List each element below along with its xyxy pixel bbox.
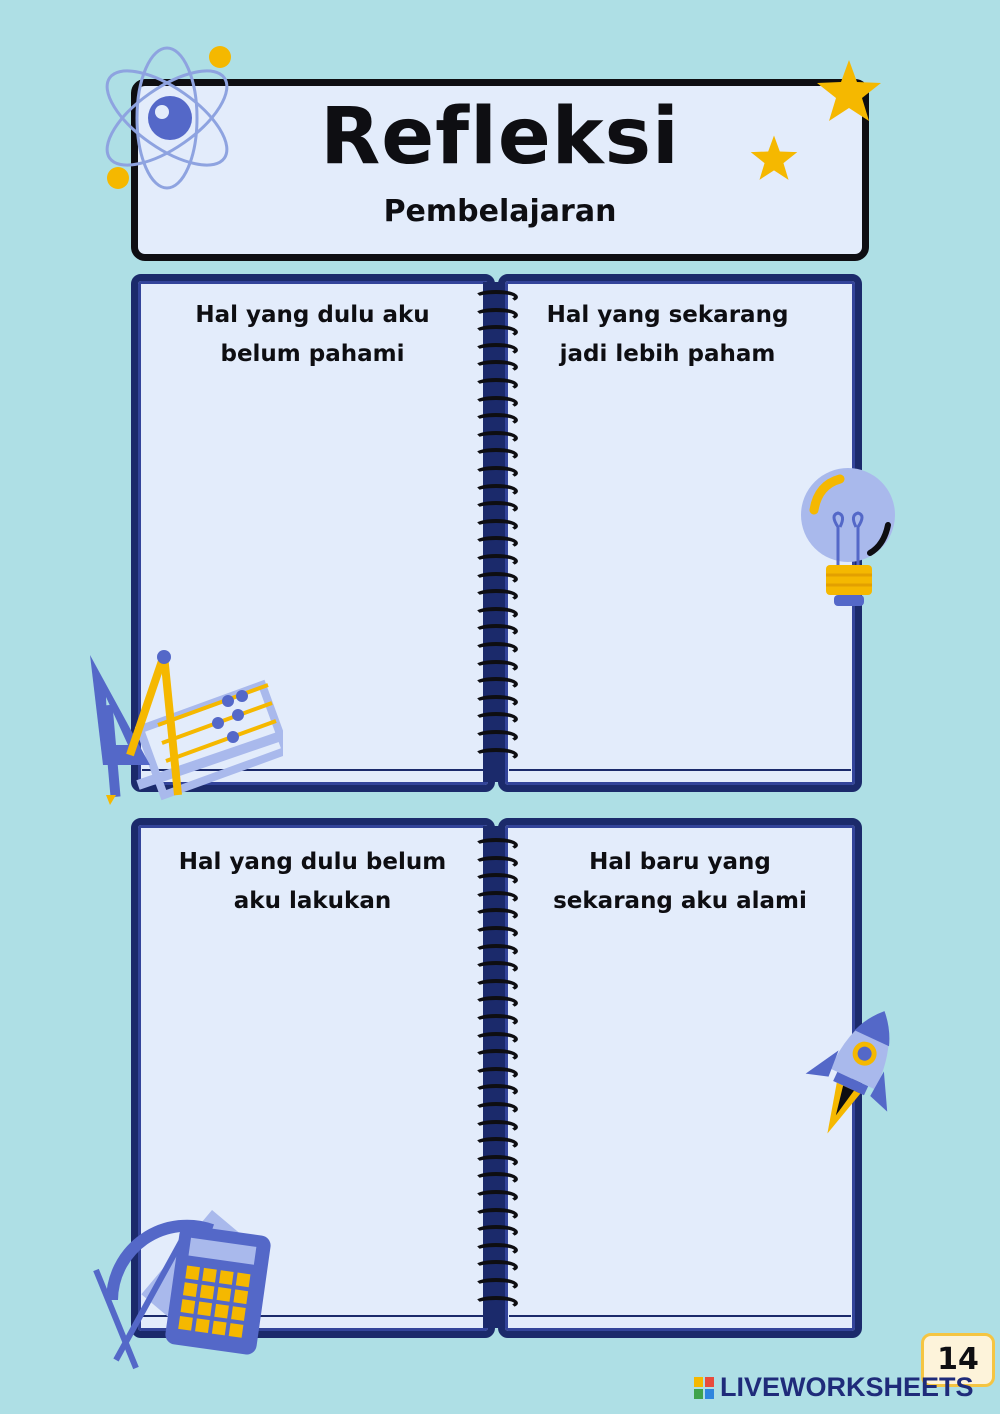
spiral-ring xyxy=(474,466,518,480)
spiral-ring xyxy=(474,360,518,374)
liveworksheets-logo-icon xyxy=(694,1377,714,1399)
spiral-ring xyxy=(474,1225,518,1239)
spiral-ring xyxy=(474,712,518,726)
spiral-ring xyxy=(474,979,518,993)
page-label-bottom-right xyxy=(520,843,840,921)
spiral-ring xyxy=(474,1190,518,1204)
label-line: sekarang aku alami xyxy=(553,888,807,914)
spiral-ring xyxy=(474,519,518,533)
spiral-ring xyxy=(474,926,518,940)
spiral-ring xyxy=(474,891,518,905)
spiral-ring xyxy=(474,325,518,339)
spiral-ring xyxy=(474,996,518,1010)
spiral-ring xyxy=(474,1032,518,1046)
spiral-ring xyxy=(474,378,518,392)
spiral-ring xyxy=(474,536,518,550)
light-bulb-icon xyxy=(800,465,900,610)
spiral-ring xyxy=(474,1067,518,1081)
spiral-ring xyxy=(474,1102,518,1116)
spiral-ring xyxy=(474,873,518,887)
label-line: Hal yang dulu belum xyxy=(178,849,447,875)
spiral-ring xyxy=(474,642,518,656)
spiral-ring xyxy=(474,1049,518,1063)
star-icon xyxy=(749,134,799,182)
spiral-ring xyxy=(474,1278,518,1292)
spiral-ring xyxy=(474,1260,518,1274)
abacus-icon xyxy=(138,685,283,795)
spiral-ring xyxy=(474,677,518,691)
spiral-ring xyxy=(474,501,518,515)
label-line: Hal yang sekarang xyxy=(546,302,789,328)
geometry-tools-icon xyxy=(88,645,283,810)
spiral-ring xyxy=(474,1137,518,1151)
star-icon xyxy=(815,58,883,124)
spiral-ring xyxy=(474,748,518,762)
spiral-ring xyxy=(474,1155,518,1169)
page-label-top-left xyxy=(150,296,475,374)
spiral-ring xyxy=(474,908,518,922)
spiral-ring xyxy=(474,660,518,674)
spiral-ring xyxy=(474,944,518,958)
page-title: Refleksi xyxy=(320,92,680,182)
page-number-badge: 14 xyxy=(921,1333,995,1387)
label-line: Hal yang dulu aku xyxy=(195,302,430,328)
spiral-ring xyxy=(474,572,518,586)
page-subtitle: Pembelajaran xyxy=(383,194,617,229)
label-line: belum pahami xyxy=(220,341,405,367)
footer-brand[interactable]: LIVEWORKSHEETS xyxy=(720,1372,974,1402)
spiral-ring xyxy=(474,448,518,462)
spiral-ring xyxy=(474,624,518,638)
spiral-ring xyxy=(474,1208,518,1222)
spiral-ring xyxy=(474,695,518,709)
label-line: aku lakukan xyxy=(233,888,392,914)
atom-icon xyxy=(92,40,252,200)
spiral-ring xyxy=(474,1014,518,1028)
spiral-ring xyxy=(474,413,518,427)
spiral-ring xyxy=(474,554,518,568)
spiral-ring xyxy=(474,607,518,621)
label-line: jadi lebih paham xyxy=(559,341,776,367)
spiral-ring xyxy=(474,1084,518,1098)
spiral-ring xyxy=(474,1120,518,1134)
spiral-ring xyxy=(474,431,518,445)
spiral-ring xyxy=(474,838,518,852)
label-line: Hal baru yang xyxy=(589,849,771,875)
spiral-ring xyxy=(474,1296,518,1310)
spiral-ring xyxy=(474,290,518,304)
calculator-icon xyxy=(92,1190,282,1370)
spiral-ring xyxy=(474,1172,518,1186)
spiral-ring xyxy=(474,730,518,744)
page-label-bottom-left xyxy=(150,843,475,921)
spiral-ring xyxy=(474,308,518,322)
rocket-icon xyxy=(802,1000,907,1150)
spiral-ring xyxy=(474,1243,518,1257)
page-label-top-right xyxy=(515,296,820,374)
spiral-ring xyxy=(474,961,518,975)
spiral-ring xyxy=(474,856,518,870)
spiral-ring xyxy=(474,343,518,357)
spiral-ring xyxy=(474,484,518,498)
spiral-ring xyxy=(474,589,518,603)
spiral-ring xyxy=(474,396,518,410)
